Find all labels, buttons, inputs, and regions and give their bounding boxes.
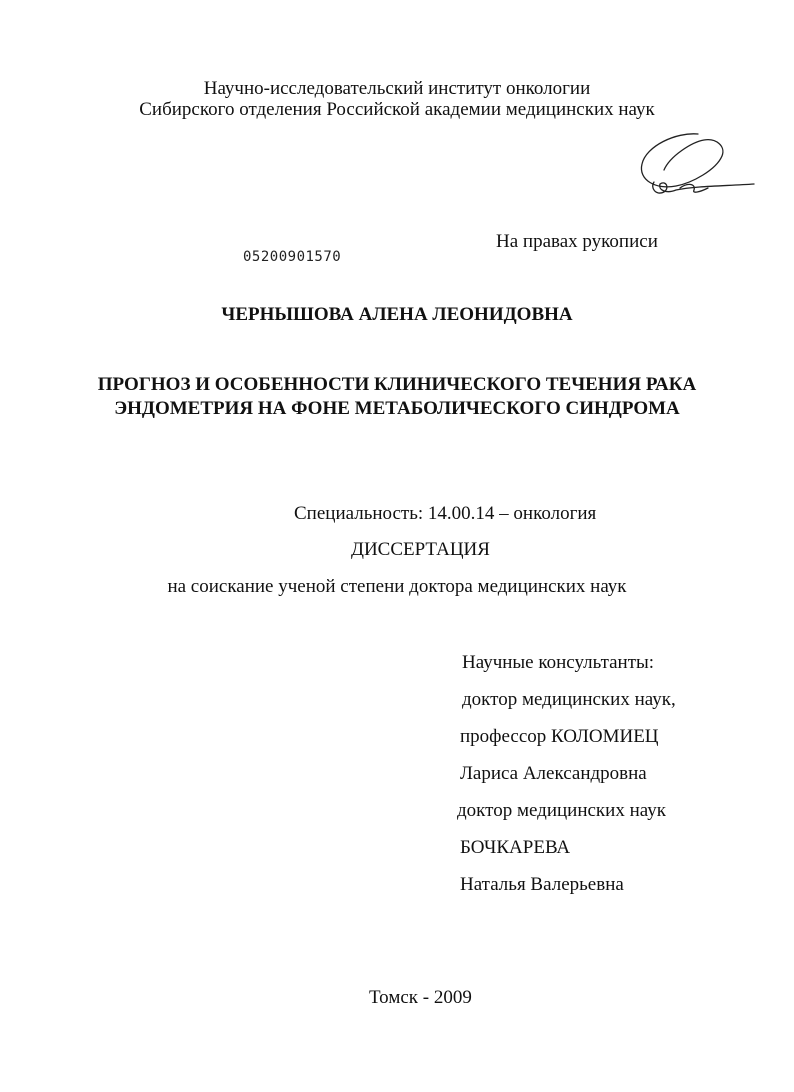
consultants-heading: Научные консультанты: <box>462 652 655 673</box>
institute-line-2: Сибирского отделения Российской академии медицинских наук <box>139 99 655 120</box>
consultant-line: профессор КОЛОМИЕЦ <box>460 726 659 747</box>
place-and-year: Томск - 2009 <box>369 987 472 1008</box>
consultant-line: БОЧКАРЕВА <box>460 837 571 858</box>
degree: на соискание ученой степени доктора медицинских наук <box>167 576 627 597</box>
author-name: ЧЕРНЫШОВА АЛЕНА ЛЕОНИДОВНА <box>221 304 573 325</box>
specialty: Специальность: 14.00.14 – онкология <box>294 503 597 524</box>
title-line-2: ЭНДОМЕТРИЯ НА ФОНЕ МЕТАБОЛИЧЕСКОГО СИНДРОМА <box>114 398 680 419</box>
consultant-line: доктор медицинских наук <box>457 800 666 821</box>
consultant-line: Наталья Валерьевна <box>460 874 624 895</box>
title-line-1: ПРОГНОЗ И ОСОБЕННОСТИ КЛИНИЧЕСКОГО ТЕЧЕНИЯ РАКА <box>97 374 697 395</box>
manuscript-note: На правах рукописи <box>496 231 658 252</box>
institute-line-1: Научно-исследовательский институт онкологии <box>203 78 591 99</box>
handwritten-signature <box>636 128 756 208</box>
registration-number: 05200901570 <box>243 249 342 265</box>
consultant-line: доктор медицинских наук, <box>462 689 676 710</box>
consultant-line: Лариса Александровна <box>460 763 647 784</box>
document-type: ДИССЕРТАЦИЯ <box>351 539 490 560</box>
